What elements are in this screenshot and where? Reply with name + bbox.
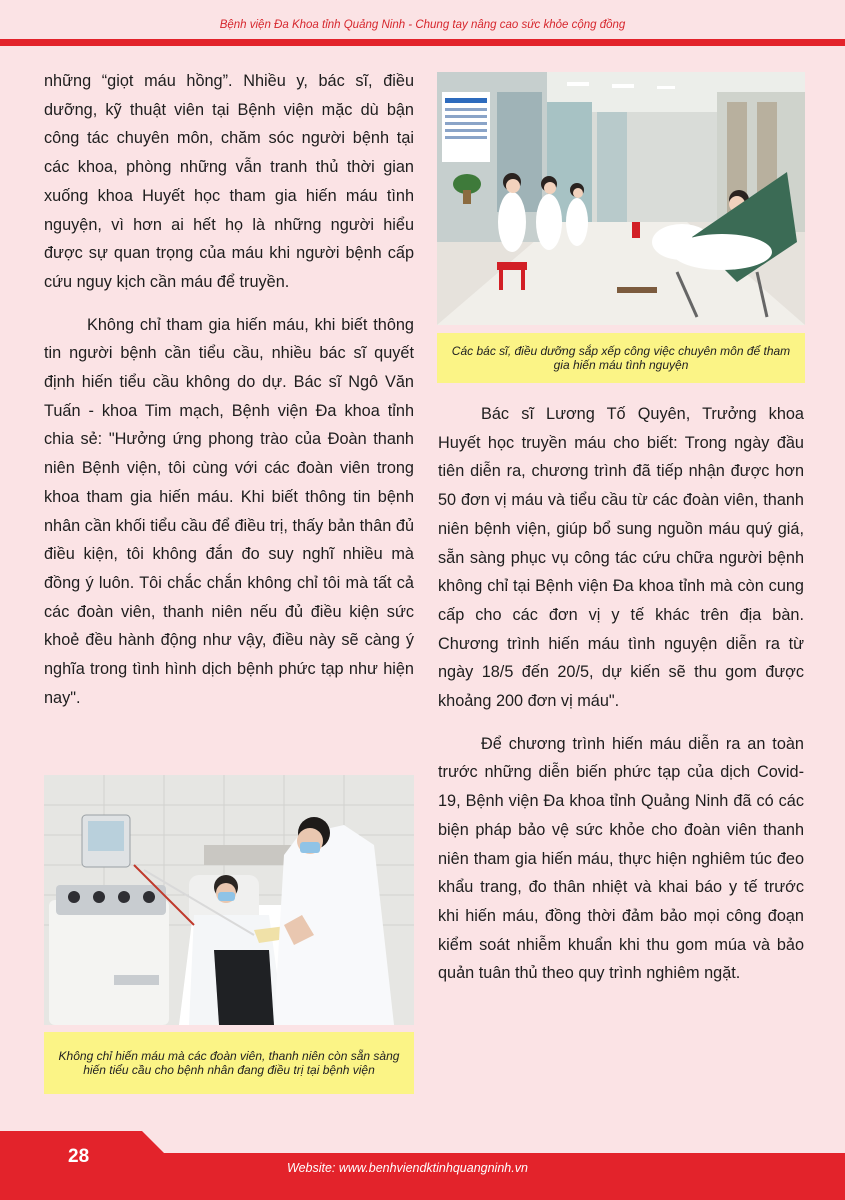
header-title: Bệnh viện Đa Khoa tỉnh Quảng Ninh - Chung tay nâng cao sức khỏe cộng đồng xyxy=(219,19,626,31)
donation-photo-illustration xyxy=(44,775,414,1025)
paragraph: Để chương trình hiến máu diễn ra an toàn trước những diễn biến phức tạp của dịch Covid-19, Bệnh viện Đa khoa tỉnh Quảng Ninh đã có các biện pháp bảo vệ sức khỏe cho đoàn viên thanh niên tham gia hiến máu, thực hiện nghiêm túc đeo khẩu trang, đo thân nhiệt và khai báo y tế trước khi hiến máu, đồng thời đảm bảo mọi công đoạn kiểm soát nhiễm khuẩn khi thu gom múa và bảo quản tuân thủ theo quy trình nghiêm ngặt. xyxy=(438,734,804,983)
paragraph: Không chỉ tham gia hiến máu, khi biết thông tin người bệnh cần tiểu cầu, nhiều bác sĩ quyết định hiến tiểu cầu không do dự. Bác sĩ Ngô Văn Tuấn - khoa Tim mạch, Bệnh viện Đa khoa tỉnh chia sẻ: "Hưởng ứng phong trào của Đoàn thanh niên Bệnh viện, tôi cùng với các đoàn viên trong khoa tham gia hiến máu. Khi biết thông tin bệnh nhân cần khối tiểu cầu để điều trị, thấy bản thân đủ điều kiện, tôi không đắn đo suy nghĩ nhiều mà đồng ý luôn. Tôi chắc chắn không chỉ tôi mà tất cả các đoàn viên, thanh niên nếu đủ điều kiện sức khoẻ đều hành động như vậy, điều này sẽ càng ý nghĩa trong tình hình dịch bệnh phức tạp như hiện nay". xyxy=(44,315,414,707)
page-header xyxy=(0,0,845,46)
paragraph: những “giọt máu hồng”. Nhiều y, bác sĩ, điều dưỡng, kỹ thuật viên tại Bệnh viện mặc dù bận công tác chuyên môn, chăm sóc người bệnh tại các khoa, phòng những vẫn tranh thủ thời gian xuống khoa Huyết học tham gia hiến máu tình nguyện, vì hơn ai hết họ là những người hiểu được sự quan trọng của máu khi người bệnh cấp cứu nguy kịch cần máu để truyền. xyxy=(44,72,414,291)
header-red-bar xyxy=(0,39,845,46)
photo-donors-hallway xyxy=(437,72,805,325)
hallway-photo-illustration xyxy=(437,72,805,325)
left-column-text xyxy=(44,67,414,712)
website-link[interactable]: Website: www.benhviendktinhquangninh.vn xyxy=(287,1161,528,1175)
photo2-caption: Không chỉ hiến máu mà các đoàn viên, thanh niên còn sẵn sàng hiến tiểu cầu cho bệnh nhân đang điều trị tại bệnh viện xyxy=(44,1032,414,1094)
paragraph: Bác sĩ Lương Tố Quyên, Trưởng khoa Huyết học truyền máu cho biết: Trong ngày đầu tiên diễn ra, chương trình đã tiếp nhận được hơn 50 đơn vị máu và tiểu cầu từ các đoàn viên, thanh niên bệnh viện, giúp bổ sung nguồn máu quý giá, sẵn sàng phục vụ công tác cứu chữa người bệnh không chỉ tại Bệnh viện Đa khoa tỉnh mà còn cung cấp cho các đơn vị y tế khác trên địa bàn. Chương trình hiến máu tình nguyện diễn ra từ ngày 18/5 đến 20/5, dự kiến sẽ thu gom được khoảng 200 đơn vị máu". xyxy=(438,405,804,711)
right-column-text xyxy=(438,400,804,988)
photo-platelet-donation xyxy=(44,775,414,1025)
photo1-caption: Các bác sĩ, điều dưỡng sắp xếp công việc chuyên môn để tham gia hiến máu tình nguyện xyxy=(437,333,805,383)
page-number: 28 xyxy=(68,1146,90,1167)
